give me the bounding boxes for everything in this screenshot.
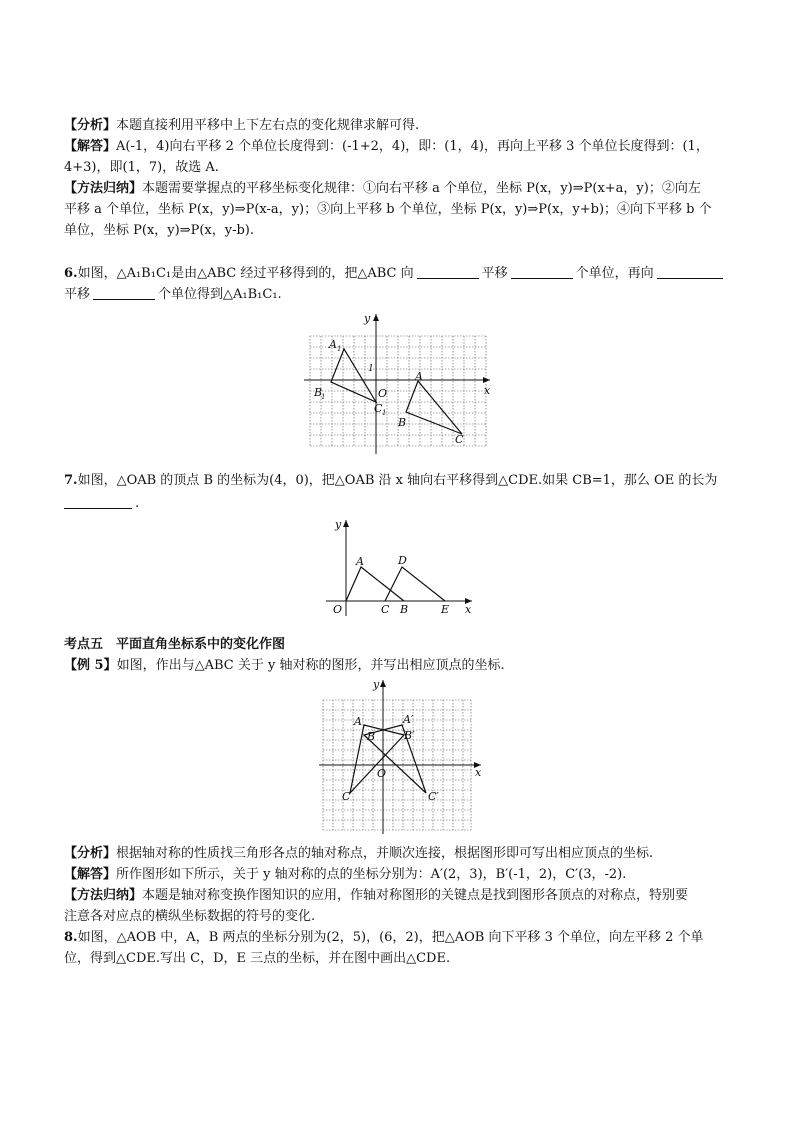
svg-text:1: 1	[337, 345, 342, 353]
svg-text:y: y	[373, 678, 380, 691]
question-8: 8.如图，△AOB 中，A，B 两点的坐标分别为(2，5)，(6，2)，把△AOB 向下平移 3 个单位，向左平移 2 个单	[64, 930, 704, 945]
answer-blank[interactable]	[511, 264, 573, 279]
question-8-cont: 位，得到△CDE.写出 C，D，E 三点的坐标，并在图中画出△CDE.	[64, 951, 451, 966]
answer-paragraph-2: 【解答】所作图形如下所示，关于 y 轴对称的点的坐标分别为：A′(2，3)，B′(-1，2)，C′(3，-2).	[64, 867, 627, 882]
svg-text:C: C	[381, 603, 390, 616]
svg-text:y: y	[335, 518, 342, 531]
svg-text:A: A	[354, 715, 362, 728]
answer-paragraph-cont: 4+3)，即(1，7)，故选 A.	[64, 160, 219, 175]
svg-text:B: B	[398, 416, 407, 429]
svg-text:O: O	[377, 767, 387, 780]
svg-text:A′: A′	[403, 713, 414, 726]
svg-text:B: B	[314, 386, 323, 399]
analysis-paragraph-2: 【分析】根据轴对称的性质找三角形各点的轴对称点，并顺次连接，根据图形即可写出相应顶点的坐标.	[64, 846, 654, 861]
svg-text:1: 1	[382, 409, 387, 417]
method-paragraph-cont2: 单位，坐标 P(x，y)⇒P(x，y-b).	[64, 223, 255, 238]
svg-text:D: D	[398, 554, 407, 567]
method-paragraph-2-cont: 注意各对应点的横纵坐标数据的符号的变化.	[64, 909, 316, 924]
answer-blank[interactable]	[64, 494, 132, 509]
symmetry-figure	[317, 676, 489, 836]
translation-figure-2	[320, 514, 480, 620]
answer-blank[interactable]	[657, 264, 723, 279]
svg-text:1: 1	[321, 393, 326, 401]
translation-figure-1	[300, 310, 496, 456]
svg-text:x: x	[465, 603, 472, 616]
answer-blank[interactable]	[417, 264, 479, 279]
svg-text:1: 1	[368, 364, 374, 374]
svg-text:B: B	[400, 603, 409, 616]
method-paragraph-cont1: 平移 a 个单位，坐标 P(x，y)⇒P(x-a，y)；③向上平移 b 个单位，坐标 P(x，y)⇒P(x，y+b)；④向下平移 b 个	[64, 202, 712, 217]
svg-text:A: A	[329, 338, 337, 351]
svg-text:B′: B′	[404, 729, 415, 742]
svg-text:y: y	[364, 312, 371, 325]
answer-paragraph: 【解答】A(-1，4)向右平移 2 个单位长度得到：(-1+2，4)，即：(1，4)，再向上平移 3 个单位长度得到：(1，	[64, 139, 709, 154]
svg-text:A: A	[415, 370, 423, 383]
svg-text:B: B	[367, 730, 376, 743]
example-5: 【例 5】如图，作出与△ABC 关于 y 轴对称的图形，并写出相应顶点的坐标.	[64, 658, 505, 673]
method-paragraph: 【方法归纳】本题需要掌握点的平移坐标变化规律：①向右平移 a 个单位，坐标 P(x，y)⇒P(x+a，y)；②向左	[64, 181, 701, 196]
analysis-tag: 【分析】	[64, 118, 117, 133]
answer-blank[interactable]	[93, 285, 155, 300]
section-title: 考点五 平面直角坐标系中的变化作图	[64, 637, 286, 652]
svg-text:E: E	[441, 603, 450, 616]
question-7-cont: .	[64, 493, 736, 514]
svg-text:O: O	[333, 603, 343, 616]
analysis-paragraph: 【分析】本题直接利用平移中上下左右点的变化规律求解可得.	[64, 118, 420, 133]
svg-text:O: O	[378, 387, 388, 400]
question-6-cont: 平移 个单位得到△A₁B₁C₁.	[64, 287, 282, 302]
svg-text:C: C	[374, 402, 383, 415]
svg-text:C: C	[342, 790, 351, 803]
method-paragraph-2: 【方法归纳】本题是轴对称变换作图知识的应用，作轴对称图形的关键点是找到图形各顶点的对称点，特别要	[64, 888, 689, 903]
svg-text:C′: C′	[428, 790, 439, 803]
question-6: 6.如图，△A₁B₁C₁是由△ABC 经过平移得到的，把△ABC 向 平移 个单位，再向	[64, 263, 736, 284]
svg-text:C: C	[455, 433, 464, 446]
svg-text:A: A	[356, 555, 364, 568]
question-7: 7.如图，△OAB 的顶点 B 的坐标为(4，0)，把△OAB 沿 x 轴向右平移得到△CDE.如果 CB=1，那么 OE 的长为	[64, 473, 718, 488]
svg-text:x: x	[475, 766, 482, 779]
svg-text:x: x	[484, 384, 491, 397]
